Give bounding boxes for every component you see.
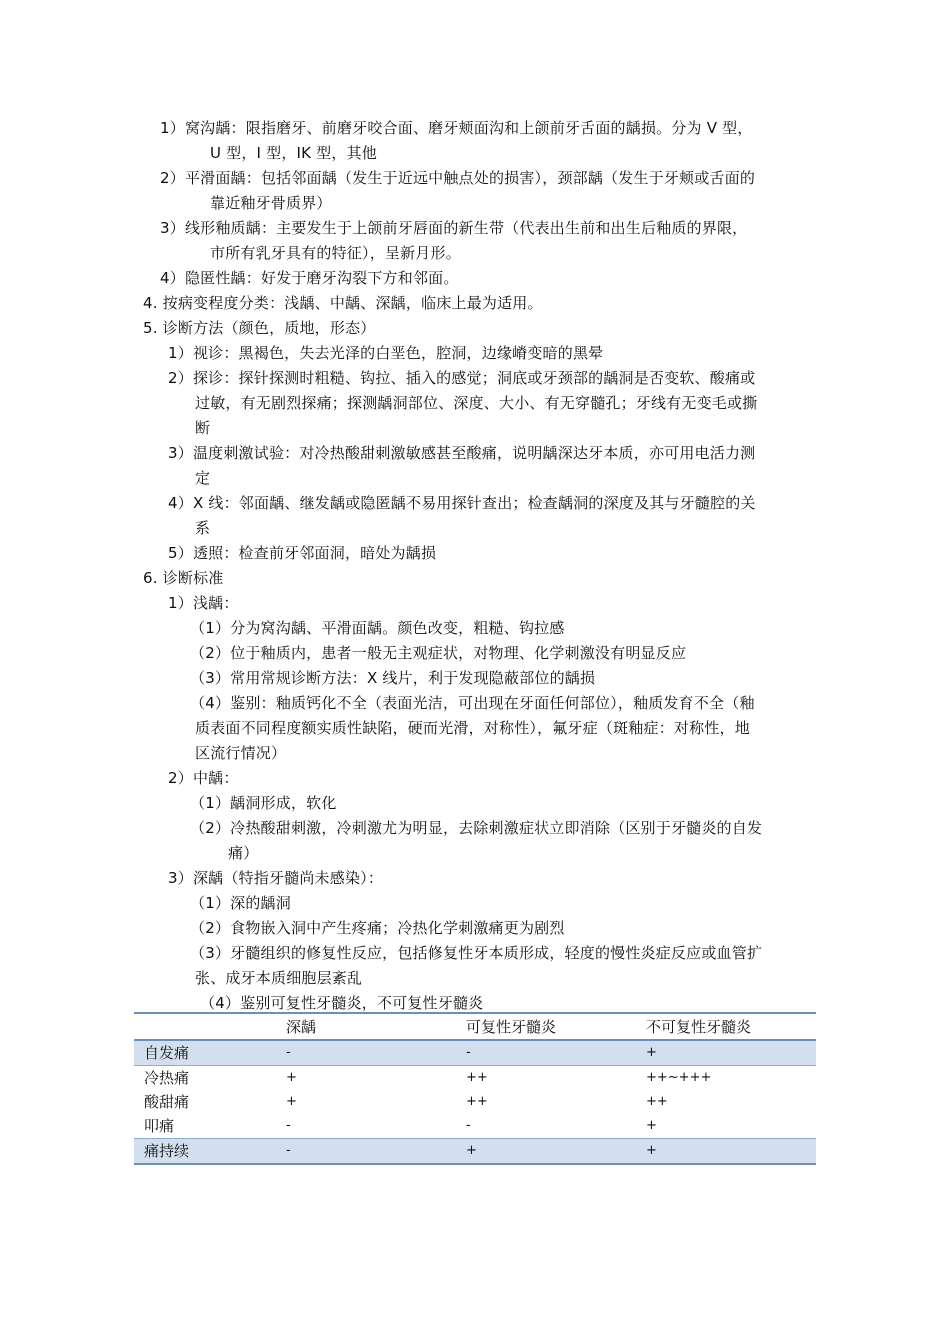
table-header-row — [134, 1013, 816, 1040]
text-line: （2）冷热酸甜刺激，冷刺激尤为明显，去除刺激症状立即消除（区别于牙髓炎的自发 — [190, 819, 763, 837]
text-line: 1）窝沟龋：限指磨牙、前磨牙咬合面、磨牙颊面沟和上颌前牙舌面的龋损。分为 V 型， — [160, 119, 753, 137]
text-line: （3）牙髓组织的修复性反应，包括修复性牙本质形成，轻度的慢性炎症反应或血管扩 — [190, 944, 763, 962]
text-line: 1）浅龋： — [168, 594, 239, 612]
table-cell: + — [636, 1139, 816, 1165]
table-cell: ++~+++ — [646, 1070, 712, 1085]
row-label: 酸甜痛 — [144, 1093, 190, 1111]
table-header-cell: 可复性牙髓炎 — [456, 1013, 636, 1040]
text-line: 5）透照：检查前牙邻面洞，暗处为龋损 — [168, 544, 437, 562]
table-cell: ++ — [646, 1094, 668, 1109]
row-label: 冷热痛 — [144, 1069, 190, 1087]
text-line: 区流行情况） — [195, 744, 287, 762]
row-label: 痛持续 — [134, 1139, 276, 1165]
text-line: 3）深龋（特指牙髓尚未感染）： — [168, 869, 384, 887]
table-cell: - — [456, 1040, 636, 1066]
text-line: 3）线形釉质龋：主要发生于上颌前牙唇面的新生带（代表出生前和出生后釉质的界限， — [160, 219, 748, 237]
text-line: （3）常用常规诊断方法：X 线片，利于发现隐蔽部位的龋损 — [190, 669, 596, 687]
table-header-cell: 深龋 — [276, 1013, 456, 1040]
table-header-cell — [134, 1013, 276, 1040]
table-cell: + — [286, 1070, 297, 1085]
table-row — [134, 1114, 816, 1139]
text-line: 靠近釉牙骨质界） — [210, 194, 332, 212]
section-heading: 4. 按病变程度分类：浅龋、中龋、深龋，临床上最为适用。 — [143, 294, 543, 312]
row-label: 叩痛 — [144, 1117, 175, 1135]
text-line: （1）龋洞形成，软化 — [190, 794, 337, 812]
table-row — [134, 1066, 816, 1091]
text-line: 4）隐匿性龋：好发于磨牙沟裂下方和邻面。 — [160, 269, 459, 287]
text-line: （4）鉴别可复性牙髓炎，不可复性牙髓炎 — [200, 994, 484, 1012]
text-line: 4）X 线：邻面龋、继发龋或隐匿龋不易用探针查出；检查龋洞的深度及其与牙髓腔的关 — [168, 494, 756, 512]
text-line: 2）中龋： — [168, 769, 239, 787]
text-line: 痛） — [228, 844, 259, 862]
table-cell: + — [646, 1118, 657, 1133]
table-cell: ++ — [466, 1094, 488, 1109]
text-line: 1）视诊：黑褐色，失去光泽的白垩色，腔洞，边缘嵴变暗的黑晕 — [168, 344, 604, 362]
table-cell: - — [466, 1118, 471, 1133]
table-cell: + — [286, 1094, 297, 1109]
table-cell: - — [286, 1118, 291, 1133]
text-line: （2）位于釉质内，患者一般无主观症状，对物理、化学刺激没有明显反应 — [190, 644, 687, 662]
table-cell: + — [456, 1139, 636, 1165]
table-cell: + — [636, 1040, 816, 1066]
table-row — [134, 1139, 816, 1165]
table-cell: - — [276, 1040, 456, 1066]
text-line: 定 — [195, 469, 211, 487]
text-line: （4）鉴别：釉质钙化不全（表面光洁，可出现在牙面任何部位），釉质发育不全（釉 — [190, 694, 755, 712]
comparison-table — [134, 1012, 816, 1165]
text-line: 2）平滑面龋：包括邻面龋（发生于近远中触点处的损害），颈部龋（发生于牙颊或舌面的 — [160, 169, 756, 187]
text-line: 断 — [195, 419, 211, 437]
text-line: 质表面不同程度额实质性缺陷，硬而光滑，对称性），氟牙症（斑釉症：对称性，地 — [195, 719, 750, 737]
text-line: 张、成牙本质细胞层紊乱 — [195, 969, 363, 987]
text-line: 3）温度刺激试验：对冷热酸甜刺激敏感甚至酸痛，说明龋深达牙本质，亦可用电活力测 — [168, 444, 756, 462]
text-line: 系 — [195, 519, 211, 537]
text-line: （2）食物嵌入洞中产生疼痛；冷热化学刺激痛更为剧烈 — [190, 919, 565, 937]
row-label: 自发痛 — [134, 1040, 276, 1066]
text-line: （1）分为窝沟龋、平滑面龋。颜色改变，粗糙、钩拉感 — [190, 619, 565, 637]
text-line: U 型，I 型，IK 型，其他 — [210, 144, 377, 162]
text-line: 2）探诊：探针探测时粗糙、钩拉、插入的感觉；洞底或牙颈部的龋洞是否变软、酸痛或 — [168, 369, 756, 387]
text-line: 过敏，有无剧烈探痛；探测龋洞部位、深度、大小、有无穿髓孔；牙线有无变毛或撕 — [195, 394, 758, 412]
section-heading: 5. 诊断方法（颜色，质地，形态） — [143, 319, 376, 337]
section-heading: 6. 诊断标准 — [143, 569, 224, 587]
table-header-cell: 不可复性牙髓炎 — [636, 1013, 816, 1040]
table-row — [134, 1090, 816, 1114]
table-row — [134, 1040, 816, 1066]
text-line: 市所有乳牙具有的特征），呈新月形。 — [210, 244, 461, 262]
table-cell: ++ — [466, 1070, 488, 1085]
table-cell: - — [276, 1139, 456, 1165]
text-line: （1）深的龋洞 — [190, 894, 291, 912]
